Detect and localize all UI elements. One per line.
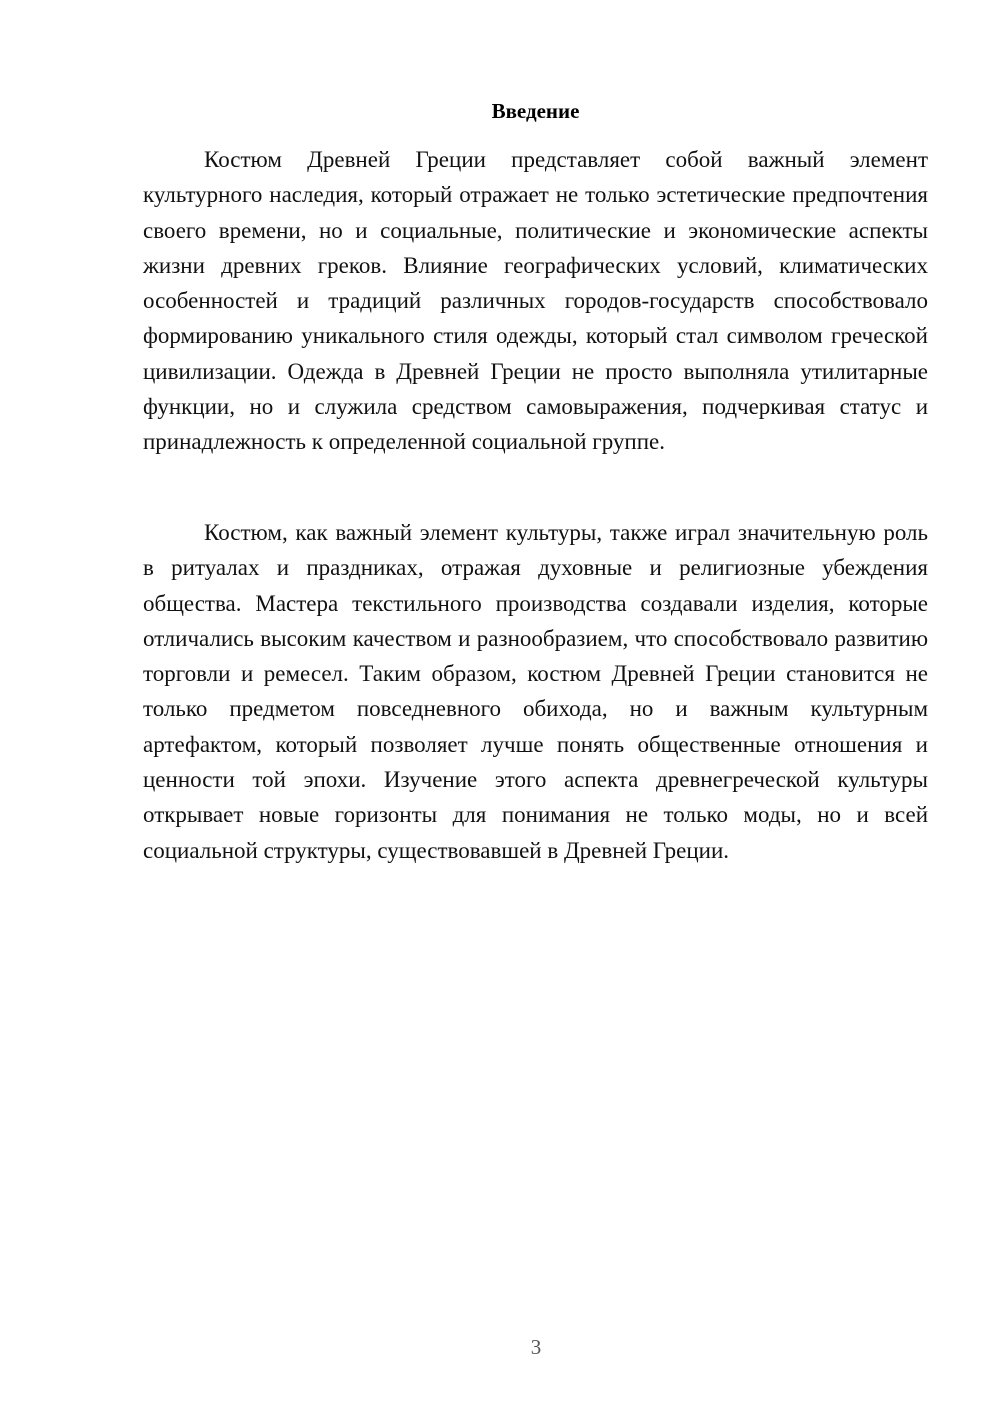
page-number: 3 [530, 1335, 542, 1359]
body-paragraph: Костюм Древней Греции представляет собой важный элемент культурного наследия, который отражает не только эстетические предпочтения своего времени, но и социальные, политические и экономические аспекты жизни древних греков. Влияние географических условий, климатических особенностей и традиций различных городов-государств способствовало формированию уникального стиля одежды, который стал символом греческой цивилизации. Одежда в Древней Греции не просто выполняла утилитарные функции, но и служила средством самовыражения, подчеркивая статус и принадлежность к определенной социальной группе. [143, 147, 928, 455]
section-heading: Введение [491, 99, 580, 123]
body-paragraph: Костюм, как важный элемент культуры, также играл значительную роль в ритуалах и праздниках, отражая духовные и религиозные убеждения общества. Мастера текстильного производства создавали изделия, которые отличались высоким качеством и разнообразием, что способствовало развитию торговли и ремесел. Таким образом, костюм Древней Греции становится не только предметом повседневного обихода, но и важным культурным артефактом, который позволяет лучше понять общественные отношения и ценности той эпохи. Изучение этого аспекта древнегреческой культуры открывает новые горизонты для понимания не только моды, но и всей социальной структуры, существовавшей в Древней Греции. [143, 520, 928, 863]
